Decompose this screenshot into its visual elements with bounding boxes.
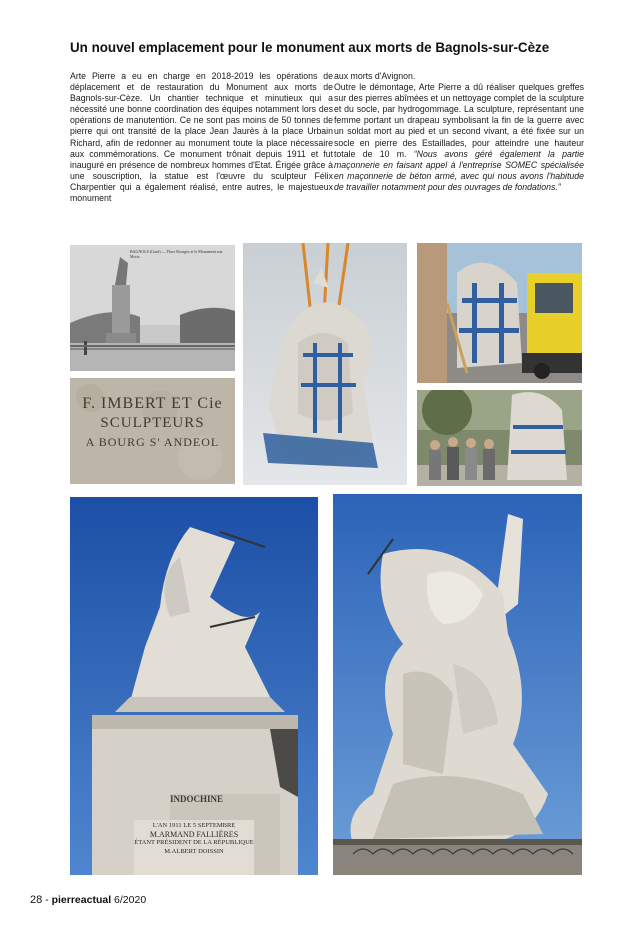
paragraph-text: Outre le démontage, Arte Pierre a dû réaliser quelques greffes sur des pierres abîmées et un nettoyage complet de la sculpture et du socle, par hydrogommage. La sculpture, représentant une femme portant un drapeau symbolisant la fin de la guerre avec un soldat mort au pied et un second vivant, a été fixée sur un socle en pierre des Estaillades, pour atteindre une hauteur totale de 10 m. xyxy=(334,82,584,159)
page-number: 28 xyxy=(30,894,43,906)
footer-separator: - xyxy=(45,894,49,906)
photo-workers xyxy=(417,390,582,486)
page-footer xyxy=(30,894,146,906)
photo-engraving xyxy=(70,378,235,484)
plaque-line-2: M.ARMAND FALLIÈRES xyxy=(149,829,239,839)
crane-lift-image xyxy=(243,243,407,485)
text-column-right xyxy=(334,71,584,193)
quote: “Nous avons géré également la partie maçonnerie en faisant appel à l'entreprise SOMEC spécialisée en maçonnerie de béton armé, avec qui nous avons l'habitude de travailler notamment pour des ouvrages de fondations.” xyxy=(334,148,584,192)
statue-closeup-image xyxy=(333,494,582,875)
photo-monument-base xyxy=(70,497,318,875)
workers-image xyxy=(417,390,582,486)
truck-image xyxy=(417,243,582,383)
postcard-image xyxy=(70,245,235,371)
photo-crane-lift xyxy=(243,243,407,485)
monument-base-image xyxy=(70,497,318,875)
plaque-line-3: ÉTANT PRÉSIDENT DE LA RÉPUBLIQUE xyxy=(134,839,254,846)
postcard-caption: BAGNOLS (Gard) — Place Bourges et le Monument aux Morts xyxy=(130,249,223,259)
text-column-left xyxy=(70,71,333,204)
photo-truck xyxy=(417,243,582,383)
engraving-line-3: A BOURG S' ANDEOL xyxy=(85,435,220,449)
magazine-name: pierreactual xyxy=(51,894,112,906)
paragraph: Arte Pierre a eu en charge en 2018-2019 les opérations de déplacement et de restauration du Monument aux morts de Bagnols-sur-Cèze. Un chantier technique et minutieux qui a nécessité une bonne coordination des équipes notamment lors des opérations de manutention. Ce ne sont pas moins de 50 tonnes de pierre qui ont transité de la place Jean Jaurès à la place Urbain Richard, afin de redonner au monument toute la place nécessaire aux commémorations. Ce monument trônait depuis 1911 et fut inauguré en présence de nombreux hommes d'Etat. Érigée grâce à une souscription, la statue est l'œuvre du sculpteur Félix Charpentier qui a également réalisé, entre autres, le majestueux monument xyxy=(70,71,333,204)
plaque-line-1: L'AN 1911 LE 5 SEPTEMBRE xyxy=(152,822,236,829)
plaque-line-4: M.ALBERT DOISSIN xyxy=(164,847,224,855)
article-title: Un nouvel emplacement pour le monument aux morts de Bagnols-sur-Cèze xyxy=(70,40,550,55)
base-label: INDOCHINE xyxy=(170,794,224,804)
photo-statue-closeup xyxy=(333,494,582,875)
photo-postcard xyxy=(70,245,235,371)
engraving-line-2: SCULPTEURS xyxy=(100,415,205,431)
engraving-line-1: F. IMBERT ET Cie xyxy=(82,395,223,412)
issue-number: 6/2020 xyxy=(114,894,147,906)
paragraph: aux morts d'Avignon. xyxy=(334,71,416,81)
paragraph xyxy=(334,82,584,193)
